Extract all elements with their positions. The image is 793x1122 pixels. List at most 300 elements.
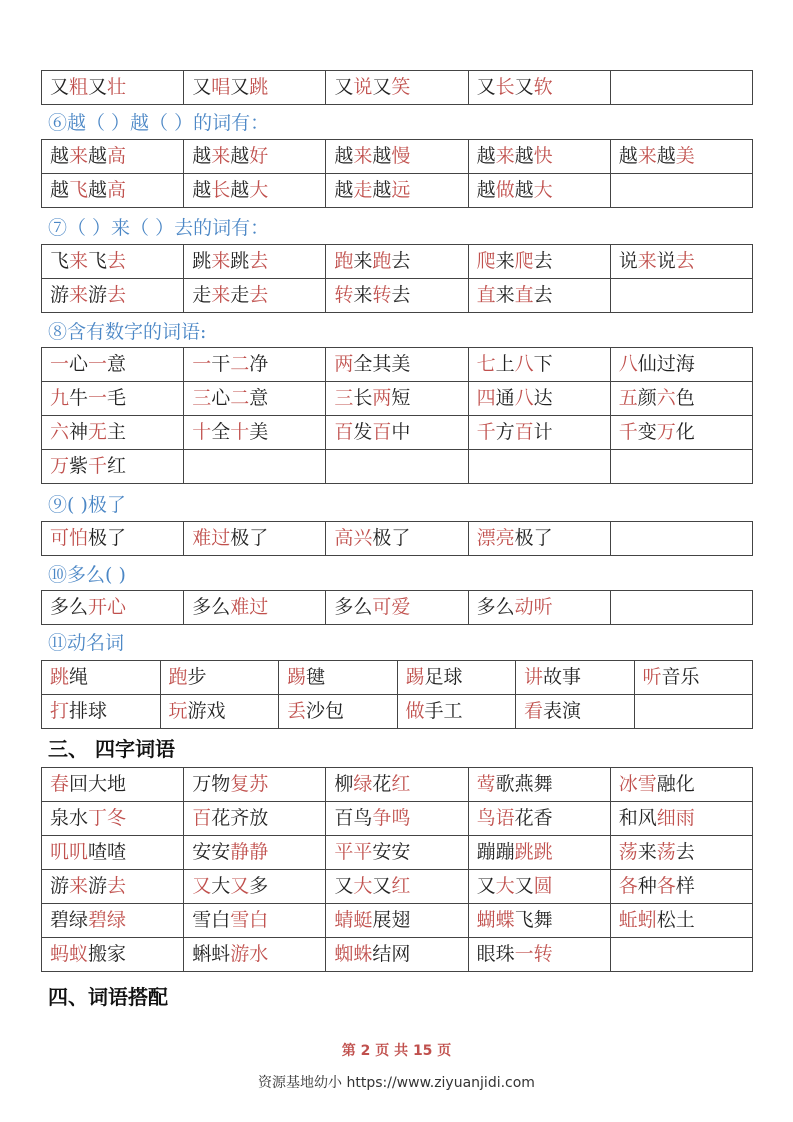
table-cell bbox=[468, 904, 610, 938]
word-segment: 紫 bbox=[69, 455, 89, 477]
word-segment: 跳 bbox=[230, 250, 250, 272]
word-segment: 又 bbox=[230, 76, 250, 98]
heading-number-words: ⑧含有数字的词语: bbox=[48, 321, 207, 343]
word-segment: 又 bbox=[192, 76, 212, 98]
table-cell bbox=[184, 904, 326, 938]
table-cell bbox=[42, 450, 184, 484]
table-cell bbox=[184, 802, 326, 836]
word-segment: 八 bbox=[618, 353, 638, 375]
table-cell bbox=[610, 140, 752, 174]
word-segment: 去 bbox=[107, 284, 127, 306]
word-segment: 种 bbox=[637, 875, 657, 897]
word-segment: 来 bbox=[353, 284, 373, 306]
word-segment: 花 bbox=[372, 773, 392, 795]
table-row bbox=[42, 522, 753, 556]
word-segment: 又 bbox=[476, 76, 496, 98]
table-cell bbox=[468, 416, 610, 450]
word-segment: 万 bbox=[656, 421, 676, 443]
word-segment: 去 bbox=[107, 875, 127, 897]
word-segment: 主 bbox=[107, 421, 127, 443]
table-cell bbox=[326, 382, 468, 416]
word-segment: 音乐 bbox=[661, 666, 700, 688]
word-segment: 花齐放 bbox=[211, 807, 269, 829]
table-cell bbox=[184, 416, 326, 450]
word-segment: 平平 bbox=[334, 841, 373, 863]
word-segment: 越 bbox=[372, 145, 392, 167]
word-segment: 说 bbox=[618, 250, 638, 272]
table-row bbox=[42, 938, 753, 972]
word-segment: 游 bbox=[50, 284, 70, 306]
table-cell bbox=[610, 938, 752, 972]
table-row bbox=[42, 695, 753, 729]
table-cell bbox=[610, 802, 752, 836]
word-segment: 越 bbox=[230, 145, 250, 167]
word-segment: 游 bbox=[50, 875, 70, 897]
table-row bbox=[42, 279, 753, 313]
word-segment: 又 bbox=[514, 76, 534, 98]
heading-ji-le: ⑨( )极了 bbox=[48, 494, 126, 516]
word-segment: 转 bbox=[372, 284, 392, 306]
heading-lai-qu: ⑦（ ）来（ ）去的词有： bbox=[48, 217, 270, 239]
word-segment: 泉水 bbox=[50, 807, 89, 829]
word-segment: 丢 bbox=[287, 700, 307, 722]
section-word-matching: 四、词语搭配 bbox=[48, 985, 168, 1009]
word-segment: 越 bbox=[334, 179, 354, 201]
word-segment: 快 bbox=[533, 145, 553, 167]
word-segment: 飞 bbox=[88, 250, 108, 272]
word-segment: 飞 bbox=[69, 179, 89, 201]
table-cell bbox=[610, 71, 752, 105]
word-segment: 一 bbox=[192, 353, 212, 375]
table-cell bbox=[468, 836, 610, 870]
table-cell bbox=[468, 802, 610, 836]
table-cell bbox=[184, 768, 326, 802]
word-segment: 走 bbox=[230, 284, 250, 306]
table-row bbox=[42, 382, 753, 416]
word-segment: 越 bbox=[476, 145, 496, 167]
word-segment: 漂亮 bbox=[476, 527, 515, 549]
table-cell bbox=[326, 450, 468, 484]
word-segment: 绳 bbox=[69, 666, 89, 688]
word-segment: 莺 bbox=[476, 773, 496, 795]
table-cell bbox=[42, 870, 184, 904]
word-segment: 美 bbox=[675, 145, 695, 167]
table-double-you bbox=[41, 70, 753, 105]
site-footer: 资源基地幼小 https://www.ziyuanjidi.com bbox=[258, 1075, 535, 1091]
word-segment: 来 bbox=[211, 145, 231, 167]
table-cell bbox=[326, 140, 468, 174]
table-row bbox=[42, 174, 753, 208]
word-segment: 百鸟 bbox=[334, 807, 373, 829]
word-segment: 百 bbox=[334, 421, 354, 443]
word-segment: 短 bbox=[391, 387, 411, 409]
word-segment: 打 bbox=[50, 700, 70, 722]
word-segment: 唱 bbox=[211, 76, 231, 98]
word-segment: 红 bbox=[391, 875, 411, 897]
table-cell bbox=[326, 870, 468, 904]
table-cell bbox=[42, 938, 184, 972]
word-segment: 花香 bbox=[514, 807, 553, 829]
word-segment: 又 bbox=[88, 76, 108, 98]
word-segment: 歌燕舞 bbox=[495, 773, 553, 795]
table-row bbox=[42, 836, 753, 870]
word-segment: 美 bbox=[249, 421, 269, 443]
word-segment: 开心 bbox=[88, 596, 127, 618]
table-row bbox=[42, 870, 753, 904]
word-segment: 游 bbox=[88, 284, 108, 306]
word-segment: 又 bbox=[334, 875, 354, 897]
word-segment: 全 bbox=[211, 421, 231, 443]
word-segment: 样 bbox=[675, 875, 695, 897]
word-segment: 绿 bbox=[353, 773, 373, 795]
table-cell bbox=[468, 174, 610, 208]
table-cell bbox=[326, 522, 468, 556]
word-segment: 丁冬 bbox=[88, 807, 127, 829]
word-segment: 足球 bbox=[424, 666, 463, 688]
table-cell bbox=[42, 71, 184, 105]
word-segment: 一 bbox=[88, 387, 108, 409]
word-segment: 飞舞 bbox=[514, 909, 553, 931]
table-row bbox=[42, 591, 753, 625]
word-segment: 千 bbox=[88, 455, 108, 477]
word-segment: 极了 bbox=[230, 527, 269, 549]
word-segment: 六 bbox=[50, 421, 70, 443]
word-segment: 又 bbox=[372, 875, 392, 897]
word-segment: 蚂蚁 bbox=[50, 943, 89, 965]
table-row bbox=[42, 904, 753, 938]
table-cell bbox=[468, 71, 610, 105]
word-segment: 百 bbox=[192, 807, 212, 829]
word-segment: 多么 bbox=[192, 596, 231, 618]
word-segment: 百 bbox=[514, 421, 534, 443]
table-cell bbox=[634, 661, 753, 695]
table-cell bbox=[184, 245, 326, 279]
table-cell bbox=[326, 71, 468, 105]
word-segment: 一 bbox=[88, 353, 108, 375]
word-segment: 雪白 bbox=[230, 909, 269, 931]
word-segment: 化 bbox=[675, 421, 695, 443]
word-segment: 发 bbox=[353, 421, 373, 443]
table-duo-me bbox=[41, 590, 753, 625]
word-segment: 又 bbox=[476, 875, 496, 897]
word-segment: 越 bbox=[192, 179, 212, 201]
word-segment: 八 bbox=[514, 387, 534, 409]
table-verb-noun bbox=[41, 660, 753, 729]
table-cell bbox=[468, 382, 610, 416]
word-segment: 无 bbox=[88, 421, 108, 443]
table-ji-le bbox=[41, 521, 753, 556]
word-segment: 蝌蚪 bbox=[192, 943, 231, 965]
table-cell bbox=[42, 140, 184, 174]
word-segment: 大 bbox=[353, 875, 373, 897]
heading-verb-noun: ⑪动名词 bbox=[48, 632, 125, 654]
word-segment: 越 bbox=[372, 179, 392, 201]
word-segment: 长 bbox=[353, 387, 373, 409]
word-segment: 红 bbox=[107, 455, 127, 477]
word-segment: 跳 bbox=[192, 250, 212, 272]
word-segment: 中 bbox=[391, 421, 411, 443]
word-segment: 游戏 bbox=[187, 700, 226, 722]
word-segment: 好 bbox=[249, 145, 269, 167]
word-segment: 玩 bbox=[168, 700, 188, 722]
word-segment: 多 bbox=[249, 875, 269, 897]
word-segment: 跑 bbox=[334, 250, 354, 272]
word-segment: 万物 bbox=[192, 773, 231, 795]
word-segment: 融化 bbox=[656, 773, 695, 795]
word-segment: 蹦蹦 bbox=[476, 841, 515, 863]
word-segment: 叽叽 bbox=[50, 841, 89, 863]
table-cell bbox=[42, 661, 161, 695]
word-segment: 越 bbox=[88, 145, 108, 167]
table-cell bbox=[42, 279, 184, 313]
word-segment: 越 bbox=[50, 145, 70, 167]
word-segment: 神 bbox=[69, 421, 89, 443]
table-cell bbox=[516, 695, 635, 729]
table-cell bbox=[184, 591, 326, 625]
word-segment: 圆 bbox=[533, 875, 553, 897]
word-segment: 回大地 bbox=[69, 773, 127, 795]
word-segment: 又 bbox=[372, 76, 392, 98]
word-segment: 颜 bbox=[637, 387, 657, 409]
word-segment: 鸟语 bbox=[476, 807, 515, 829]
heading-duo-me: ⑩多么( ) bbox=[48, 564, 126, 586]
word-segment: 静静 bbox=[230, 841, 269, 863]
word-segment: 手工 bbox=[424, 700, 463, 722]
word-segment: 十 bbox=[192, 421, 212, 443]
word-segment: 红 bbox=[391, 773, 411, 795]
page-number: 第 2 页 共 15 页 bbox=[341, 1043, 452, 1059]
table-row bbox=[42, 768, 753, 802]
table-row bbox=[42, 416, 753, 450]
heading-yue-yue: ⑥越（ ）越（ ）的词有： bbox=[48, 112, 270, 134]
table-cell bbox=[42, 348, 184, 382]
word-segment: 蜻蜓 bbox=[334, 909, 373, 931]
word-segment: 二 bbox=[230, 387, 250, 409]
table-cell bbox=[160, 661, 279, 695]
word-segment: 六 bbox=[656, 387, 676, 409]
word-segment: 大 bbox=[211, 875, 231, 897]
word-segment: 跳 bbox=[249, 76, 269, 98]
word-segment: 色 bbox=[675, 387, 695, 409]
table-cell bbox=[42, 382, 184, 416]
word-segment: 两 bbox=[334, 353, 354, 375]
word-segment: 飞 bbox=[50, 250, 70, 272]
word-segment: 跑 bbox=[168, 666, 188, 688]
table-four-char-words bbox=[41, 767, 753, 972]
word-segment: 粗 bbox=[69, 76, 89, 98]
table-cell bbox=[326, 416, 468, 450]
word-segment: 意 bbox=[107, 353, 127, 375]
word-segment: 又 bbox=[192, 875, 212, 897]
table-cell bbox=[184, 450, 326, 484]
word-segment: 心 bbox=[211, 387, 231, 409]
table-cell bbox=[184, 382, 326, 416]
word-segment: 讲 bbox=[524, 666, 544, 688]
word-segment: 八 bbox=[514, 353, 534, 375]
table-cell bbox=[468, 140, 610, 174]
table-cell bbox=[326, 174, 468, 208]
word-segment: 美 bbox=[391, 353, 411, 375]
word-segment: 来 bbox=[495, 250, 515, 272]
word-segment: 意 bbox=[249, 387, 269, 409]
table-cell bbox=[326, 836, 468, 870]
table-yue-yue bbox=[41, 139, 753, 208]
word-segment: 一 bbox=[50, 353, 70, 375]
word-segment: 极了 bbox=[514, 527, 553, 549]
word-segment: 多么 bbox=[50, 596, 89, 618]
word-segment: 搬家 bbox=[88, 943, 127, 965]
word-segment: 来 bbox=[69, 145, 89, 167]
word-segment: 说 bbox=[656, 250, 676, 272]
word-segment: 走 bbox=[353, 179, 373, 201]
table-cell bbox=[516, 661, 635, 695]
word-segment: 越 bbox=[514, 179, 534, 201]
word-segment: 越 bbox=[192, 145, 212, 167]
table-cell bbox=[184, 870, 326, 904]
table-cell bbox=[326, 279, 468, 313]
word-segment: 去 bbox=[675, 841, 695, 863]
table-cell bbox=[610, 382, 752, 416]
word-segment: 下 bbox=[533, 353, 553, 375]
word-segment: 荡 bbox=[656, 841, 676, 863]
table-cell bbox=[468, 522, 610, 556]
table-cell bbox=[468, 768, 610, 802]
word-segment: 争鸣 bbox=[372, 807, 411, 829]
word-segment: 蚯蚓 bbox=[618, 909, 657, 931]
table-cell bbox=[42, 522, 184, 556]
word-segment: 越 bbox=[230, 179, 250, 201]
word-segment: 九 bbox=[50, 387, 70, 409]
word-segment: 难过 bbox=[230, 596, 269, 618]
word-segment: 达 bbox=[533, 387, 553, 409]
table-cell bbox=[42, 695, 161, 729]
word-segment: 看 bbox=[524, 700, 544, 722]
word-segment: 转 bbox=[334, 284, 354, 306]
word-segment: 荡 bbox=[618, 841, 638, 863]
word-segment: 心 bbox=[69, 353, 89, 375]
table-cell bbox=[610, 416, 752, 450]
table-cell bbox=[42, 591, 184, 625]
word-segment: 大 bbox=[249, 179, 269, 201]
word-segment: 表演 bbox=[543, 700, 582, 722]
word-segment: 三 bbox=[192, 387, 212, 409]
word-segment: 两 bbox=[372, 387, 392, 409]
word-segment: 排球 bbox=[69, 700, 108, 722]
table-cell bbox=[468, 938, 610, 972]
word-segment: 千 bbox=[476, 421, 496, 443]
word-segment: 雪白 bbox=[192, 909, 231, 931]
word-segment: 展翅 bbox=[372, 909, 411, 931]
section-four-char-words: 三、 四字词语 bbox=[48, 737, 175, 761]
table-cell bbox=[160, 695, 279, 729]
word-segment: 去 bbox=[391, 284, 411, 306]
word-segment: 听 bbox=[642, 666, 662, 688]
table-cell bbox=[184, 140, 326, 174]
table-lai-qu bbox=[41, 244, 753, 313]
word-segment: 爬 bbox=[476, 250, 496, 272]
word-segment: 复苏 bbox=[230, 773, 269, 795]
word-segment: 直 bbox=[514, 284, 534, 306]
word-segment: 多么 bbox=[334, 596, 373, 618]
table-cell bbox=[184, 348, 326, 382]
word-segment: 高 bbox=[107, 145, 127, 167]
word-segment: 来 bbox=[637, 841, 657, 863]
word-segment: 说 bbox=[353, 76, 373, 98]
word-segment: 牛 bbox=[69, 387, 89, 409]
word-segment: 极了 bbox=[88, 527, 127, 549]
word-segment: 二 bbox=[230, 353, 250, 375]
table-row bbox=[42, 140, 753, 174]
table-cell bbox=[610, 870, 752, 904]
word-segment: 结网 bbox=[372, 943, 411, 965]
table-cell bbox=[397, 695, 516, 729]
word-segment: 越 bbox=[618, 145, 638, 167]
table-cell bbox=[42, 904, 184, 938]
word-segment: 其 bbox=[372, 353, 392, 375]
table-cell bbox=[42, 416, 184, 450]
table-cell bbox=[610, 245, 752, 279]
word-segment: 蜘蛛 bbox=[334, 943, 373, 965]
table-cell bbox=[468, 348, 610, 382]
word-segment: 又 bbox=[50, 76, 70, 98]
word-segment: 游 bbox=[88, 875, 108, 897]
table-cell bbox=[42, 245, 184, 279]
word-segment: 净 bbox=[249, 353, 269, 375]
table-cell bbox=[634, 695, 753, 729]
word-segment: 五 bbox=[618, 387, 638, 409]
word-segment: 高兴 bbox=[334, 527, 373, 549]
word-segment: 去 bbox=[533, 284, 553, 306]
table-cell bbox=[326, 768, 468, 802]
word-segment: 喳喳 bbox=[88, 841, 127, 863]
word-segment: 走 bbox=[192, 284, 212, 306]
table-cell bbox=[610, 904, 752, 938]
word-segment: 越 bbox=[656, 145, 676, 167]
word-segment: 去 bbox=[249, 284, 269, 306]
table-cell bbox=[279, 661, 398, 695]
table-cell bbox=[326, 591, 468, 625]
word-segment: 蝴蝶 bbox=[476, 909, 515, 931]
word-segment: 越 bbox=[334, 145, 354, 167]
word-segment: 做 bbox=[495, 179, 515, 201]
table-row bbox=[42, 661, 753, 695]
word-segment: 来 bbox=[637, 145, 657, 167]
word-segment: 三 bbox=[334, 387, 354, 409]
table-cell bbox=[42, 768, 184, 802]
table-cell bbox=[184, 836, 326, 870]
word-segment: 可怕 bbox=[50, 527, 89, 549]
table-cell bbox=[184, 279, 326, 313]
word-segment: 直 bbox=[476, 284, 496, 306]
word-segment: 万 bbox=[50, 455, 70, 477]
word-segment: 眼珠 bbox=[476, 943, 515, 965]
table-cell bbox=[326, 938, 468, 972]
word-segment: 来 bbox=[69, 284, 89, 306]
word-segment: 冰雪 bbox=[618, 773, 657, 795]
word-segment: 来 bbox=[211, 250, 231, 272]
word-segment: 高 bbox=[107, 179, 127, 201]
word-segment: 跳 bbox=[50, 666, 70, 688]
word-segment: 踢 bbox=[287, 666, 307, 688]
word-segment: 笑 bbox=[391, 76, 411, 98]
word-segment: 千 bbox=[618, 421, 638, 443]
word-segment: 通 bbox=[495, 387, 515, 409]
table-row bbox=[42, 348, 753, 382]
word-segment: 去 bbox=[533, 250, 553, 272]
word-segment: 动听 bbox=[514, 596, 553, 618]
table-row bbox=[42, 245, 753, 279]
table-row bbox=[42, 450, 753, 484]
